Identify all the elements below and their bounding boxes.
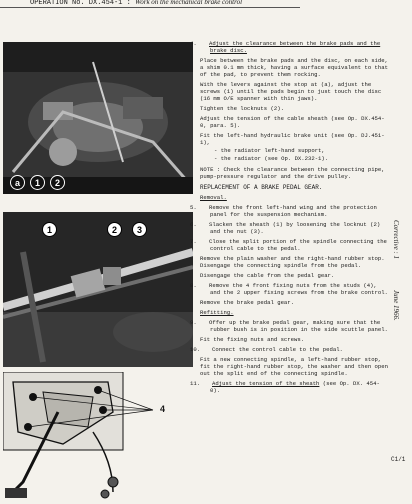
header-prefix: OPERATION No. DX.454-1 : bbox=[30, 0, 131, 7]
para-disengage-cable: Disengage the cable from the pedal gear. bbox=[200, 272, 335, 279]
callout-a: a bbox=[10, 175, 25, 190]
callout-1: 1 bbox=[42, 222, 57, 237]
step-10: 10. Connect the control cable to the pedal. bbox=[190, 346, 343, 353]
para-fit-nuts: Fit the fixing nuts and screws. bbox=[200, 336, 305, 343]
callout-3: 3 bbox=[132, 222, 147, 237]
section-heading: REPLACEMENT OF A BRAKE PEDAL GEAR. bbox=[200, 184, 323, 191]
instruction-column bbox=[190, 40, 388, 397]
photo-pedal-sheath bbox=[3, 212, 193, 367]
para-new-spindle: Fit a new connecting spindle, a left-hand rubber stop, fit the right-hand rubber stop, the washer and then open out the split end of the connecting spindle. bbox=[200, 356, 388, 377]
para-fit-brake-unit: Fit the left-hand hydraulic brake unit (see Op. DJ.451-1), bbox=[200, 132, 385, 146]
side-corrective: Corrective : 1 bbox=[392, 220, 400, 260]
step-11: 11. Adjust the tension of the sheath (see Op. DX. 454-0). bbox=[190, 380, 380, 394]
step-9: 9. Offer up the brake pedal gear, making sure that the rubber bush is in position in the side scuttle panel. bbox=[190, 319, 388, 333]
subheading-refitting: Refitting. bbox=[200, 309, 234, 316]
page-code: C1/1 bbox=[391, 456, 406, 463]
para-adjust-screws: With the levers against the stop at (a), adjust the screws (1) until the pads begin to just touch the disc (16 mm O/E spanner with thin jaws). bbox=[200, 81, 382, 102]
para-remove-washer: Remove the plain washer and the right-hand rubber stop. Disengage the connecting spindle from the pedal. bbox=[200, 255, 385, 269]
step-6: 6. Slacken the sheath (1) by loosening the locknut (2) and the nut (3). bbox=[190, 221, 381, 235]
subheading-removal: Removal. bbox=[200, 194, 227, 201]
header-rule bbox=[0, 7, 300, 8]
callout-1: 1 bbox=[30, 175, 45, 190]
para-locknuts: Tighten the locknuts (2). bbox=[200, 105, 284, 112]
header-title: Work on the mechanical brake control bbox=[135, 0, 243, 6]
step-7: 7. Close the split portion of the spindle connecting the control cable to the pedal. bbox=[190, 238, 387, 252]
photo-brake-caliper bbox=[3, 42, 193, 194]
drawing-pedal-gear bbox=[3, 372, 166, 500]
running-header bbox=[30, 0, 300, 7]
bullet-radiator-support: - the radiator left-hand support, bbox=[214, 147, 325, 154]
callout-4: 4 bbox=[160, 404, 166, 414]
callout-2: 2 bbox=[107, 222, 122, 237]
callout-2: 2 bbox=[50, 175, 65, 190]
para-remove-gear: Remove the brake pedal gear. bbox=[200, 299, 294, 306]
side-date: June 1966. bbox=[392, 290, 400, 321]
step-8: 8. Remove the 4 front fixing nuts from the studs (4), and the 2 upper fixing screws from the brake control. bbox=[190, 282, 388, 296]
para-shim: Place between the brake pads and the disc, on each side, a shim 0.1 mm thick, having a surface equivalent to that of the pad, to prevent them rocking. bbox=[200, 57, 388, 78]
note: NOTE : Check the clearance between the connecting pipe, pump-pressure regulator and the drive pulley. bbox=[200, 166, 385, 180]
step-4: 4. Adjust the clearance between the brake pads and the brake disc. bbox=[190, 40, 381, 54]
bullet-radiator: - the radiator (see Op. DX.232-1). bbox=[214, 155, 329, 162]
para-cable-tension: Adjust the tension of the cable sheath (see Op. DX.454-0, para. 5). bbox=[200, 115, 385, 129]
step-5: 5. Remove the front left-hand wing and the protection panel for the suspension mechanism. bbox=[190, 204, 377, 218]
